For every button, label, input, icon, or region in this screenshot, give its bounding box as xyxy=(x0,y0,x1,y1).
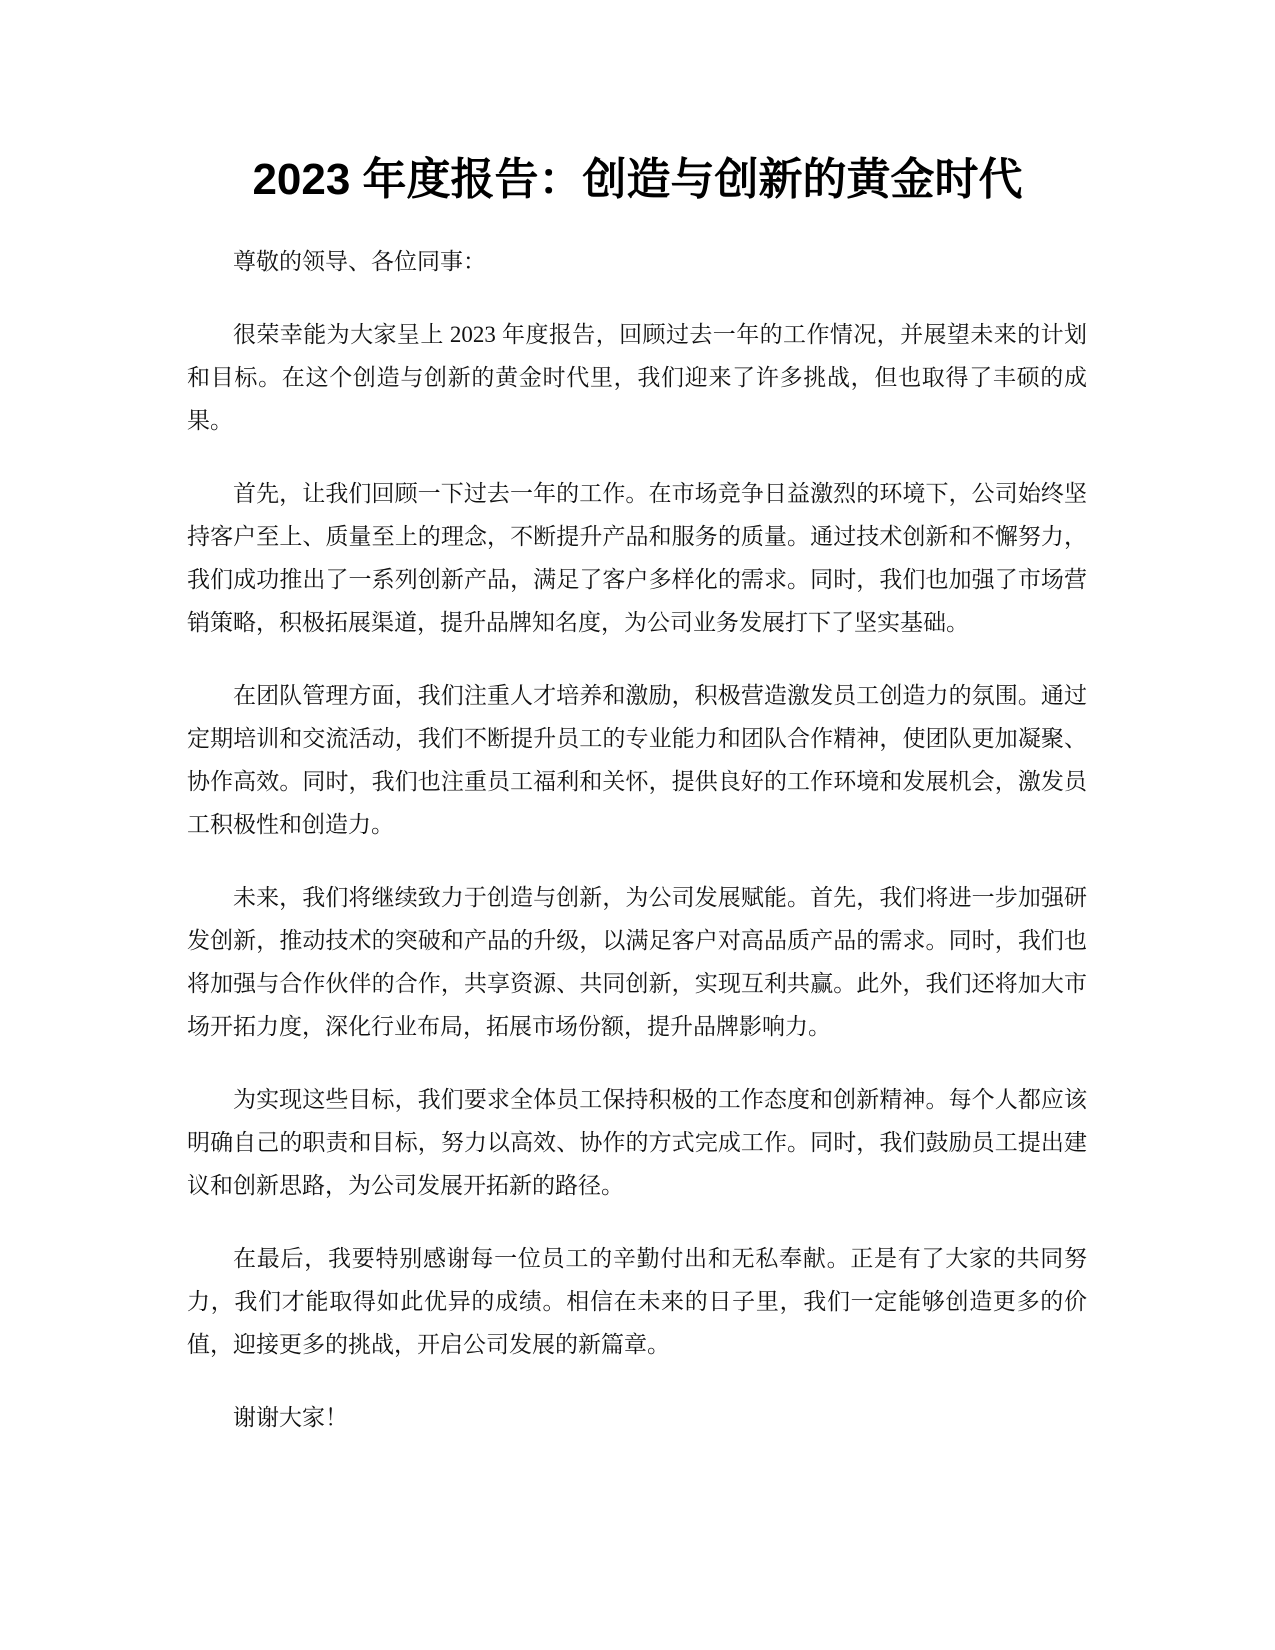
document-body xyxy=(187,240,1087,1469)
goals-paragraph: 为实现这些目标，我们要求全体员工保持积极的工作态度和创新精神。每个人都应该明确自己的职责和目标，努力以高效、协作的方式完成工作。同时，我们鼓励员工提出建议和创新思路，为公司发展开拓新的路径。 xyxy=(187,1087,1087,1198)
intro-paragraph: 很荣幸能为大家呈上 2023 年度报告，回顾过去一年的工作情况，并展望未来的计划和目标。在这个创造与创新的黄金时代里，我们迎来了许多挑战，但也取得了丰硕的成果。 xyxy=(187,322,1087,433)
document-title: 2023 年度报告：创造与创新的黄金时代 xyxy=(252,155,1023,204)
thanks-paragraph: 在最后，我要特别感谢每一位员工的辛勤付出和无私奉献。正是有了大家的共同努力，我们才能取得如此优异的成绩。相信在未来的日子里，我们一定能够创造更多的价值，迎接更多的挑战，开启公司发展的新篇章。 xyxy=(187,1246,1087,1357)
team-management-paragraph: 在团队管理方面，我们注重人才培养和激励，积极营造激发员工创造力的氛围。通过定期培训和交流活动，我们不断提升员工的专业能力和团队合作精神，使团队更加凝聚、协作高效。同时，我们也注重员工福利和关怀，提供良好的工作环境和发展机会，激发员工积极性和创造力。 xyxy=(187,683,1087,837)
salutation-paragraph: 尊敬的领导、各位同事： xyxy=(233,249,486,274)
closing-paragraph: 谢谢大家！ xyxy=(233,1405,348,1430)
future-plans-paragraph: 未来，我们将继续致力于创造与创新，为公司发展赋能。首先，我们将进一步加强研发创新，推动技术的突破和产品的升级，以满足客户对高品质产品的需求。同时，我们也将加强与合作伙伴的合作，共享资源、共同创新，实现互利共赢。此外，我们还将加大市场开拓力度，深化行业布局，拓展市场份额，提升品牌影响力。 xyxy=(187,885,1087,1039)
review-paragraph: 首先，让我们回顾一下过去一年的工作。在市场竞争日益激烈的环境下，公司始终坚持客户至上、质量至上的理念，不断提升产品和服务的质量。通过技术创新和不懈努力，我们成功推出了一系列创新产品，满足了客户多样化的需求。同时，我们也加强了市场营销策略，积极拓展渠道，提升品牌知名度，为公司业务发展打下了坚实基础。 xyxy=(187,481,1087,635)
